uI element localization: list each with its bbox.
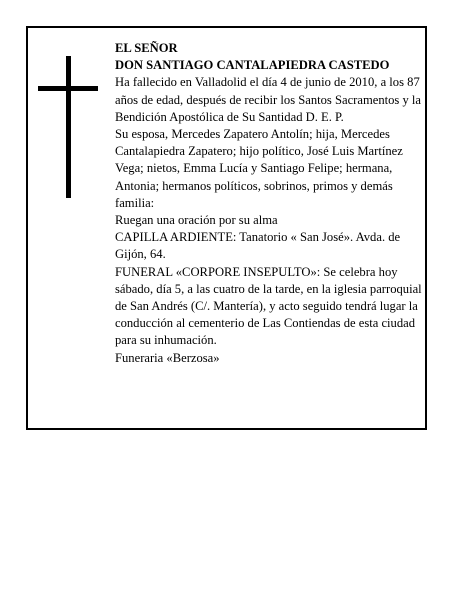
- funeral-info: FUNERAL «CORPORE INSEPULTO»: Se celebra hoy sábado, día 5, a las cuatro de la tarde, en la iglesia parroquial de San Andrés (C/. Mantería), y acto seguido tendrá lugar la conducción al cementerio de Las Contiendas de esta ciudad para su inhumación.: [115, 264, 422, 348]
- cross-horizontal-bar: [38, 86, 98, 91]
- deceased-name: DON SANTIAGO CANTALAPIEDRA CASTEDO: [115, 58, 390, 73]
- chapel-info: CAPILLA ARDIENTE: Tanatorio « San José». Avda. de Gijón, 64.: [115, 230, 401, 262]
- family-list: Su esposa, Mercedes Zapatero Antolín; hija, Mercedes Cantalapiedra Zapatero; hijo político, José Luis Martínez Vega; nietos, Emma Lucía y Santiago Felipe; hermana, Antonia; hermanos políticos, sobrinos, primos y demás familia:: [115, 127, 403, 210]
- latin-cross-icon: [38, 56, 98, 198]
- cross-vertical-bar: [66, 56, 71, 198]
- prayer-request: Ruegan una oración por su alma: [115, 213, 278, 228]
- funeral-home: Funeraria «Berzosa»: [115, 350, 220, 365]
- obituary-notice: [26, 26, 427, 430]
- heading-title: EL SEÑOR: [115, 41, 178, 55]
- notice-text: [115, 40, 427, 367]
- death-announcement: Ha fallecido en Valladolid el día 4 de junio de 2010, a los 87 años de edad, después de recibir los Santos Sacramentos y la Bendición Apostólica de Su Santidad D. E. P.: [115, 75, 422, 124]
